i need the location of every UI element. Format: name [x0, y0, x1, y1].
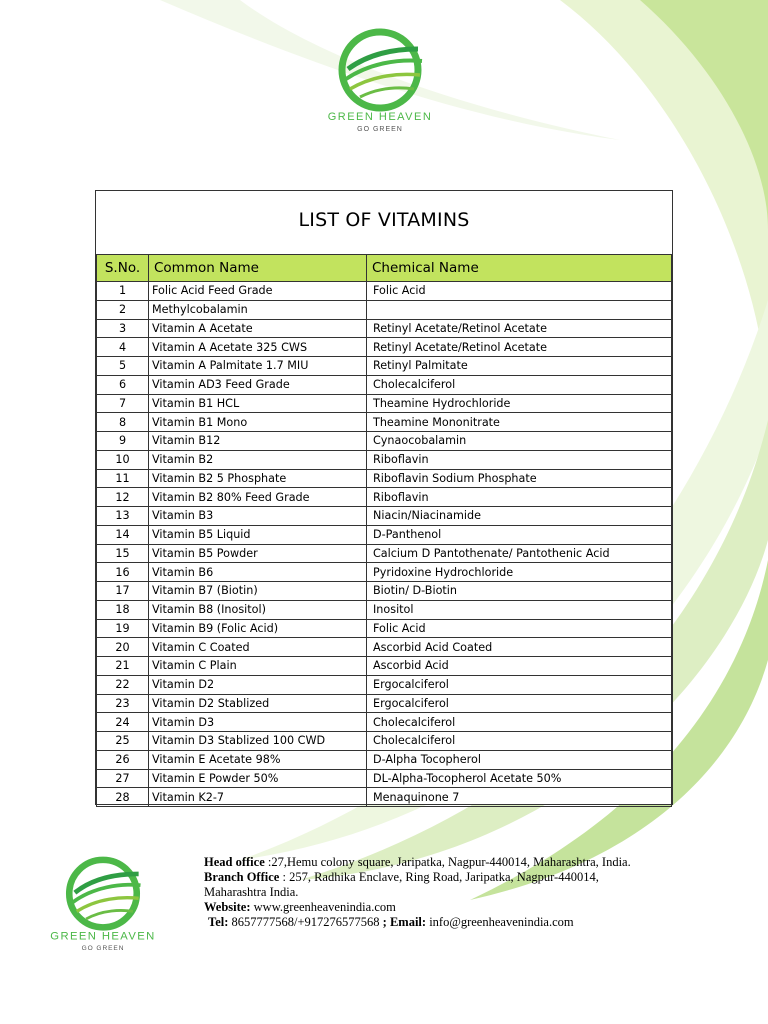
row-chemical-name: Retinyl Acetate/Retinol Acetate — [367, 319, 672, 338]
row-sno: 18 — [97, 600, 149, 619]
row-common-name: Vitamin C Coated — [149, 638, 367, 657]
row-sno: 12 — [97, 488, 149, 507]
row-common-name: Vitamin D3 — [149, 713, 367, 732]
table-row — [97, 488, 672, 507]
table-row — [97, 638, 672, 657]
row-chemical-name: Ergocalciferol — [367, 675, 672, 694]
row-sno: 4 — [97, 338, 149, 357]
row-chemical-name: Ergocalciferol — [367, 694, 672, 713]
table-row — [97, 563, 672, 582]
row-chemical-name: D-Alpha Tocopherol — [367, 750, 672, 769]
svg-text:GO GREEN: GO GREEN — [81, 944, 125, 952]
website-label: Website: — [204, 900, 251, 914]
row-common-name: Vitamin B1 HCL — [149, 394, 367, 413]
row-chemical-name: Ascorbid Acid Coated — [367, 638, 672, 657]
table-row — [97, 450, 672, 469]
column-header-common-name: Common Name — [149, 255, 367, 282]
contact-footer — [204, 855, 704, 930]
row-common-name: Vitamin B9 (Folic Acid) — [149, 619, 367, 638]
row-chemical-name: Calcium D Pantothenate/ Pantothenic Acid — [367, 544, 672, 563]
row-chemical-name: Retinyl Acetate/Retinol Acetate — [367, 338, 672, 357]
row-common-name: Vitamin A Acetate — [149, 319, 367, 338]
row-common-name: Vitamin B2 80% Feed Grade — [149, 488, 367, 507]
document-title: LIST OF VITAMINS — [298, 209, 470, 231]
row-sno: 28 — [97, 788, 149, 807]
row-common-name: Vitamin B6 — [149, 563, 367, 582]
website-link[interactable]: www.greenheavenindia.com — [253, 900, 396, 914]
row-sno: 23 — [97, 694, 149, 713]
head-office-address: :27,Hemu colony square, Jaripatka, Nagpur-440014, Maharashtra, India. — [267, 855, 631, 869]
head-office-label: Head office — [204, 855, 265, 869]
table-row — [97, 394, 672, 413]
row-chemical-name: Retinyl Palmitate — [367, 357, 672, 376]
svg-text:GREEN HEAVEN: GREEN HEAVEN — [50, 930, 156, 943]
svg-text:GO GREEN: GO GREEN — [357, 126, 403, 133]
row-sno: 10 — [97, 450, 149, 469]
branch-office-address-2: Maharashtra India. — [204, 885, 299, 899]
footer-brand-logo — [28, 848, 178, 958]
row-sno: 13 — [97, 507, 149, 526]
head-office-line — [204, 855, 704, 870]
table-row — [97, 507, 672, 526]
row-common-name: Vitamin AD3 Feed Grade — [149, 375, 367, 394]
row-common-name: Vitamin B2 5 Phosphate — [149, 469, 367, 488]
row-common-name: Vitamin E Acetate 98% — [149, 750, 367, 769]
row-sno: 27 — [97, 769, 149, 788]
table-row — [97, 300, 672, 319]
table-row — [97, 413, 672, 432]
column-header-chemical-name: Chemical Name — [367, 255, 672, 282]
row-chemical-name — [367, 300, 672, 319]
table-row — [97, 750, 672, 769]
table-row — [97, 657, 672, 676]
row-common-name: Vitamin D2 — [149, 675, 367, 694]
row-chemical-name: Ascorbid Acid — [367, 657, 672, 676]
row-common-name: Vitamin A Acetate 325 CWS — [149, 338, 367, 357]
row-sno: 26 — [97, 750, 149, 769]
table-row — [97, 769, 672, 788]
row-common-name: Vitamin B1 Mono — [149, 413, 367, 432]
row-chemical-name: Menaquinone 7 — [367, 788, 672, 807]
row-chemical-name: Folic Acid — [367, 282, 672, 301]
row-chemical-name: Cholecalciferol — [367, 713, 672, 732]
row-chemical-name: Riboflavin — [367, 488, 672, 507]
table-row — [97, 732, 672, 751]
email-link[interactable]: info@greenheavenindia.com — [429, 915, 574, 929]
row-sno: 17 — [97, 582, 149, 601]
table-row — [97, 675, 672, 694]
row-sno: 21 — [97, 657, 149, 676]
table-body — [97, 282, 672, 807]
row-common-name: Vitamin K2-7 — [149, 788, 367, 807]
tel-label: Tel: — [208, 915, 229, 929]
table-row — [97, 357, 672, 376]
row-sno: 7 — [97, 394, 149, 413]
row-common-name: Vitamin B12 — [149, 432, 367, 451]
row-chemical-name: Riboflavin Sodium Phosphate — [367, 469, 672, 488]
row-chemical-name: Cynaocobalamin — [367, 432, 672, 451]
contact-line — [204, 915, 704, 930]
branch-office-label: Branch Office — [204, 870, 280, 884]
vitamins-table — [96, 254, 672, 807]
row-chemical-name: D-Panthenol — [367, 525, 672, 544]
website-line — [204, 900, 704, 915]
row-chemical-name: Cholecalciferol — [367, 732, 672, 751]
row-common-name: Vitamin B8 (Inositol) — [149, 600, 367, 619]
row-sno: 9 — [97, 432, 149, 451]
row-sno: 6 — [97, 375, 149, 394]
branch-office-line-2 — [204, 885, 704, 900]
row-sno: 11 — [97, 469, 149, 488]
vitamins-list-container — [95, 190, 673, 805]
table-row — [97, 525, 672, 544]
row-common-name: Vitamin B2 — [149, 450, 367, 469]
table-row — [97, 432, 672, 451]
table-row — [97, 338, 672, 357]
row-chemical-name: Riboflavin — [367, 450, 672, 469]
table-row — [97, 544, 672, 563]
row-chemical-name: Biotin/ D-Biotin — [367, 582, 672, 601]
row-sno: 16 — [97, 563, 149, 582]
table-row — [97, 619, 672, 638]
row-sno: 14 — [97, 525, 149, 544]
table-row — [97, 469, 672, 488]
row-common-name: Vitamin B5 Liquid — [149, 525, 367, 544]
row-sno: 25 — [97, 732, 149, 751]
table-row — [97, 600, 672, 619]
svg-text:GREEN HEAVEN: GREEN HEAVEN — [327, 111, 433, 123]
row-sno: 2 — [97, 300, 149, 319]
row-chemical-name: Theamine Hydrochloride — [367, 394, 672, 413]
brand-logo — [300, 25, 460, 135]
row-chemical-name: Cholecalciferol — [367, 375, 672, 394]
table-row — [97, 788, 672, 807]
row-common-name: Vitamin B3 — [149, 507, 367, 526]
branch-office-line — [204, 870, 704, 885]
row-common-name: Vitamin D2 Stablized — [149, 694, 367, 713]
row-common-name: Vitamin D3 Stablized 100 CWD — [149, 732, 367, 751]
row-sno: 20 — [97, 638, 149, 657]
row-sno: 24 — [97, 713, 149, 732]
table-row — [97, 375, 672, 394]
row-sno: 3 — [97, 319, 149, 338]
row-chemical-name: Theamine Mononitrate — [367, 413, 672, 432]
row-sno: 15 — [97, 544, 149, 563]
row-chemical-name: Pyridoxine Hydrochloride — [367, 563, 672, 582]
row-sno: 1 — [97, 282, 149, 301]
row-sno: 22 — [97, 675, 149, 694]
tel-number[interactable]: 8657777568/+917276577568 — [231, 915, 380, 929]
table-row — [97, 713, 672, 732]
email-label: ; Email: — [382, 915, 427, 929]
table-row — [97, 694, 672, 713]
table-row — [97, 582, 672, 601]
row-chemical-name: Niacin/Niacinamide — [367, 507, 672, 526]
row-chemical-name: Inositol — [367, 600, 672, 619]
row-sno: 19 — [97, 619, 149, 638]
row-common-name: Vitamin B5 Powder — [149, 544, 367, 563]
row-sno: 5 — [97, 357, 149, 376]
branch-office-address: : 257, Radhika Enclave, Ring Road, Jaripatka, Nagpur-440014, — [282, 870, 599, 884]
row-sno: 8 — [97, 413, 149, 432]
row-chemical-name: DL-Alpha-Tocopherol Acetate 50% — [367, 769, 672, 788]
row-common-name: Vitamin E Powder 50% — [149, 769, 367, 788]
table-row — [97, 319, 672, 338]
table-row — [97, 282, 672, 301]
row-common-name: Vitamin A Palmitate 1.7 MIU — [149, 357, 367, 376]
column-header-sno: S.No. — [97, 255, 149, 282]
row-common-name: Methylcobalamin — [149, 300, 367, 319]
table-header-row — [97, 255, 672, 282]
row-chemical-name: Folic Acid — [367, 619, 672, 638]
row-common-name: Vitamin B7 (Biotin) — [149, 582, 367, 601]
row-common-name: Folic Acid Feed Grade — [149, 282, 367, 301]
row-common-name: Vitamin C Plain — [149, 657, 367, 676]
